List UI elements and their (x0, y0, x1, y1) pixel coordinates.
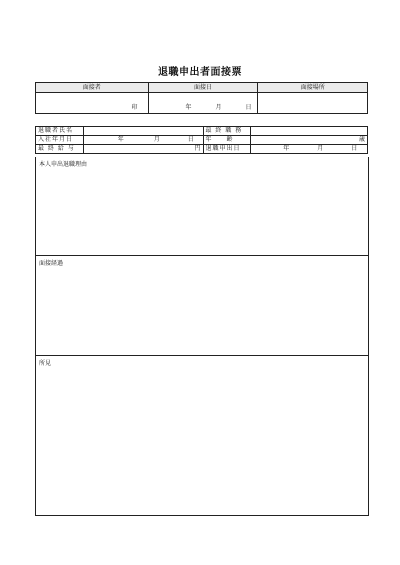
last-role-label: 最 終 職 務 (203, 127, 251, 136)
process-section[interactable] (35, 256, 369, 356)
age-label: 年 齢 (203, 136, 251, 145)
interview-place-label: 面接場所 (258, 83, 368, 93)
reason-label: 本人申出退職理由 (39, 161, 88, 168)
name-label: 退職者氏名 (36, 127, 84, 136)
hire-day-unit: 日 (187, 136, 194, 143)
interview-place-field[interactable] (258, 93, 368, 114)
interviewer-field[interactable] (36, 93, 149, 114)
name-field[interactable] (83, 127, 203, 136)
hire-month-unit: 月 (153, 136, 160, 143)
year-unit: 年 (185, 104, 192, 111)
employee-info-table (35, 126, 368, 154)
process-label: 面接経過 (39, 260, 64, 267)
opinion-label: 所見 (39, 360, 52, 367)
interview-date-field[interactable] (148, 93, 258, 114)
salary-field[interactable] (83, 145, 203, 154)
resign-day-unit: 日 (351, 145, 358, 152)
seal-mark: 印 (131, 104, 138, 111)
yen-unit: 円 (194, 145, 201, 152)
salary-label: 最 終 給 与 (36, 145, 84, 154)
resign-month-unit: 月 (317, 145, 324, 152)
form-title: 退職申出者面接票 (158, 67, 242, 78)
hire-year-unit: 年 (117, 136, 124, 143)
interview-date-label: 面接日 (148, 83, 258, 93)
age-field[interactable] (251, 136, 368, 145)
month-unit: 月 (215, 104, 222, 111)
hire-date-label: 入社年月日 (36, 136, 84, 145)
reason-section[interactable] (35, 157, 369, 256)
opinion-section[interactable] (35, 356, 369, 516)
last-role-field[interactable] (251, 127, 368, 136)
day-unit: 日 (245, 104, 252, 111)
hire-date-field[interactable] (83, 136, 203, 145)
interviewer-label: 面接者 (36, 83, 149, 93)
interview-header-table (35, 82, 368, 114)
resign-date-field[interactable] (251, 145, 368, 154)
age-unit: 歳 (358, 136, 365, 143)
resign-date-label: 退職申出日 (203, 145, 251, 154)
resign-year-unit: 年 (283, 145, 290, 152)
